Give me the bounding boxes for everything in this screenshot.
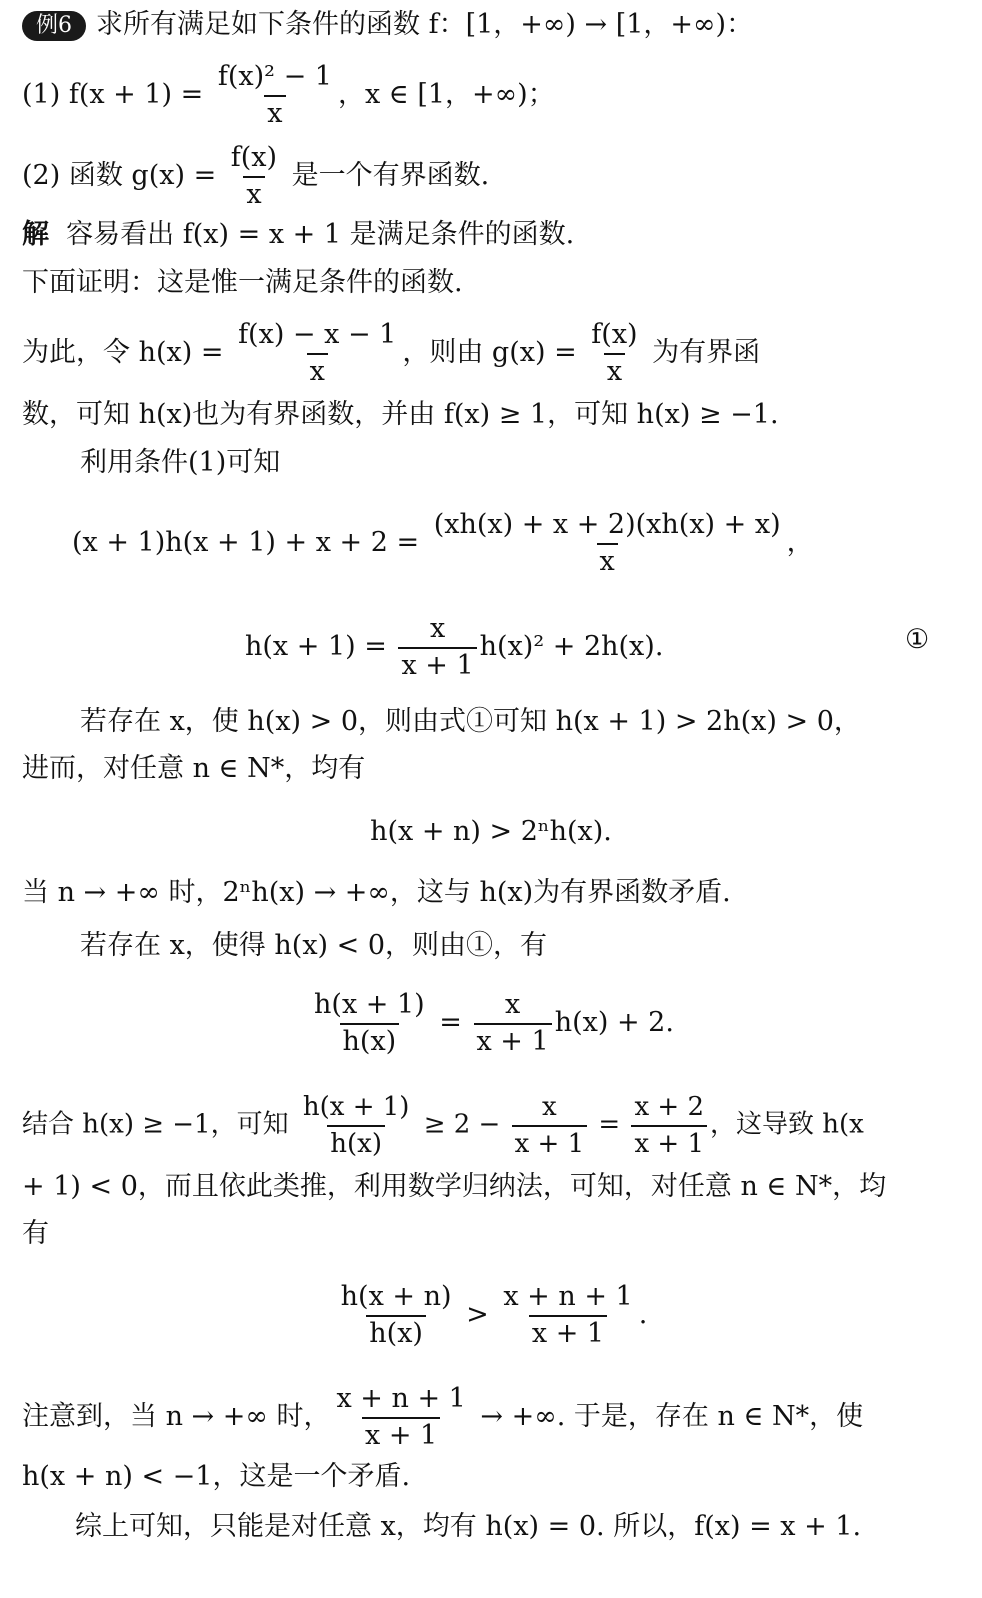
solution-line-7: 进而，对任意 n ∈ N*，均有 — [22, 753, 366, 784]
text: h(x) + 2. — [554, 1007, 674, 1038]
numerator: x + n + 1 — [503, 1281, 633, 1312]
text: > — [457, 1299, 498, 1330]
fraction — [500, 1282, 635, 1349]
solution-line-12: 有 — [22, 1218, 49, 1249]
text: 为此，令 h(x) = — [22, 337, 233, 368]
numerator: (xh(x) + x + 2)(xh(x) + x) — [433, 509, 781, 540]
solution-line-3 — [22, 320, 760, 387]
fraction — [398, 614, 476, 681]
solution-line-11: + 1) < 0，而且依此类推，利用数学归纳法，可知，对任意 n ∈ N*，均 — [22, 1171, 887, 1202]
text: = — [590, 1109, 629, 1140]
equation-tag: ① — [905, 624, 930, 655]
solution-line-8: 当 n → +∞ 时，2ⁿh(x) → +∞，这与 h(x)为有界函数矛盾. — [22, 877, 731, 908]
denominator: x + 1 — [398, 647, 476, 681]
text: ， — [786, 527, 814, 558]
equation-3: h(x + n) > 2ⁿh(x). — [370, 816, 612, 847]
condition-1-tail: ，x ∈ [1，+∞)； — [337, 79, 555, 110]
solution-line-2: 下面证明：这是惟一满足条件的函数. — [22, 267, 463, 298]
numerator: f(x)² − 1 — [217, 61, 332, 92]
numerator: x — [429, 613, 446, 644]
fraction — [228, 143, 280, 210]
numerator: x — [504, 989, 521, 1020]
text: ≥ 2 − — [415, 1109, 509, 1140]
text: 为有界函 — [643, 337, 761, 368]
solution-line-1 — [22, 218, 574, 252]
equation-lhs: (x + 1)h(x + 1) + x + 2 = — [72, 527, 428, 558]
fraction — [300, 1092, 413, 1159]
denominator: h(x) — [340, 1023, 400, 1057]
denominator: x — [243, 176, 264, 210]
solution-line-4: 数，可知 h(x)也为有界函数，并由 f(x) ≥ 1，可知 h(x) ≥ −1. — [22, 399, 779, 430]
fraction — [588, 320, 640, 387]
equation-1 — [72, 510, 814, 577]
denominator: x — [604, 353, 625, 387]
condition-2-lhs: (2) 函数 g(x) = — [22, 160, 225, 191]
solution-line-14: h(x + n) < −1，这是一个矛盾. — [22, 1461, 411, 1492]
condition-1 — [22, 62, 555, 129]
problem-statement-line — [22, 8, 753, 42]
fraction — [512, 1092, 588, 1159]
solution-line-9: 若存在 x，使得 h(x) < 0，则由①，有 — [80, 930, 548, 961]
numerator: x + 2 — [634, 1092, 704, 1122]
text: 容易看出 f(x) = x + 1 是满足条件的函数. — [66, 219, 575, 250]
fraction — [333, 1384, 468, 1451]
condition-1-lhs: (1) f(x + 1) = — [22, 79, 212, 110]
numerator: x — [542, 1092, 557, 1122]
fraction — [338, 1282, 455, 1349]
fraction — [235, 320, 399, 387]
equation-4 — [0, 990, 982, 1057]
text: . — [638, 1299, 648, 1330]
numerator: f(x) − x − 1 — [238, 319, 397, 350]
text: 注意到，当 n → +∞ 时， — [22, 1401, 331, 1432]
numerator: h(x + n) — [340, 1281, 452, 1312]
denominator: x — [307, 353, 328, 387]
text: 结合 h(x) ≥ −1，可知 — [22, 1109, 297, 1140]
numerator: x + n + 1 — [336, 1383, 466, 1414]
problem-statement: 求所有满足如下条件的函数 f：[1，+∞) → [1，+∞)： — [96, 9, 754, 40]
solution-line-6: 若存在 x，使 h(x) > 0，则由式①可知 h(x + 1) > 2h(x) > 0， — [80, 706, 861, 737]
text: ，这导致 h(x — [710, 1109, 864, 1140]
denominator: x + 1 — [362, 1417, 440, 1451]
example-badge: 例6 — [22, 11, 86, 41]
fraction — [311, 990, 428, 1057]
denominator: h(x) — [327, 1125, 385, 1159]
condition-2-tail: 是一个有界函数. — [283, 160, 490, 191]
numerator: h(x + 1) — [314, 989, 425, 1020]
denominator: h(x) — [366, 1315, 426, 1349]
text: = — [430, 1007, 471, 1038]
condition-2 — [22, 143, 489, 210]
denominator: x + 1 — [474, 1023, 552, 1057]
denominator: x + 1 — [512, 1125, 588, 1159]
numerator: h(x + 1) — [302, 1092, 410, 1122]
solution-conclusion: 综上可知，只能是对任意 x，均有 h(x) = 0. 所以，f(x) = x + 1. — [75, 1511, 862, 1542]
denominator: x + 1 — [631, 1125, 707, 1159]
denominator: x — [597, 543, 618, 577]
numerator: f(x) — [591, 319, 638, 350]
numerator: f(x) — [230, 142, 278, 173]
equation-5 — [0, 1282, 982, 1349]
equation-lhs: h(x + 1) = — [245, 631, 396, 662]
text: ，则由 g(x) = — [402, 337, 586, 368]
solution-line-13 — [22, 1384, 863, 1451]
solution-line-5: 利用条件(1)可知 — [80, 447, 281, 478]
denominator: x + 1 — [529, 1315, 607, 1349]
fraction — [215, 62, 335, 129]
denominator: x — [264, 95, 285, 129]
solution-label: 解 — [22, 219, 49, 250]
fraction — [631, 1092, 707, 1159]
fraction — [431, 510, 784, 577]
solution-line-10 — [22, 1092, 864, 1159]
text: → +∞. 于是，存在 n ∈ N*，使 — [471, 1401, 864, 1432]
text: h(x)² + 2h(x). — [479, 631, 664, 662]
fraction — [474, 990, 552, 1057]
equation-2 — [245, 614, 663, 681]
